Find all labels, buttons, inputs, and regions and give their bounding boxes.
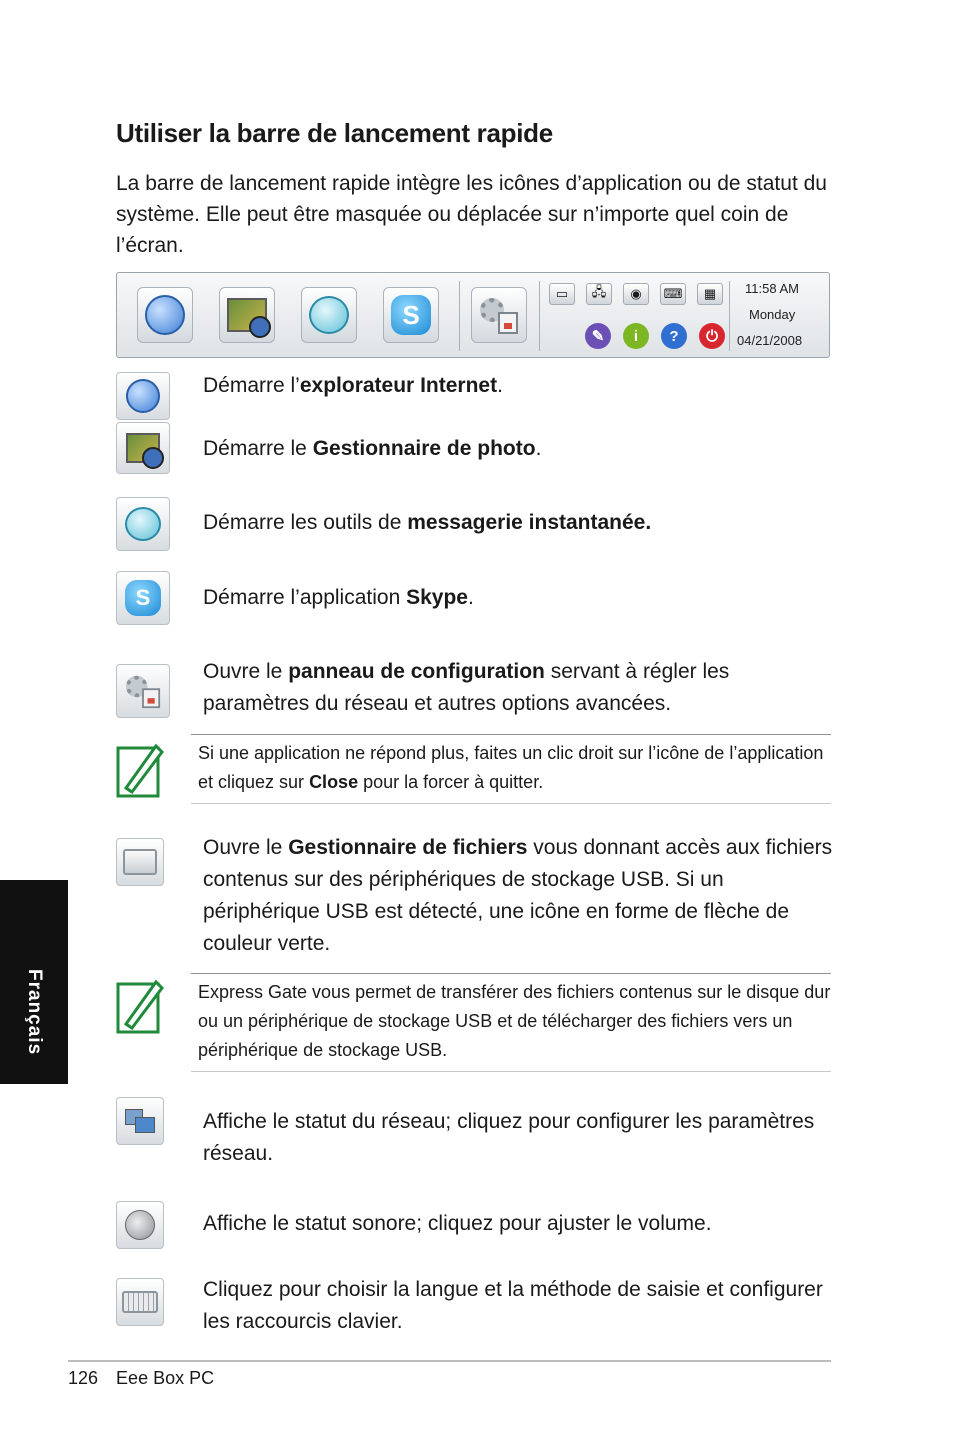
photo-manager-icon	[116, 422, 170, 474]
product-name: Eee Box PC	[116, 1368, 215, 1388]
item-description: Ouvre le Gestionnaire de fichiers vous donnant accès aux fichiers contenus sur des périphériques de stockage USB. Si un périphérique USB est détecté, une icône en forme de flèche de couleur verte.	[203, 836, 833, 955]
item-description: Démarre l’explorateur Internet.	[203, 374, 503, 397]
messenger-icon	[116, 497, 170, 551]
divider	[539, 281, 540, 351]
clock-time: 11:58 AM	[745, 281, 799, 296]
item-description: Démarre le Gestionnaire de photo.	[203, 437, 542, 460]
language-label: Français	[24, 969, 45, 1056]
volume-icon	[116, 1201, 164, 1249]
note-box	[191, 973, 831, 1072]
note-icon	[116, 976, 164, 1034]
clock-day: Monday	[749, 307, 796, 322]
messenger-icon[interactable]	[301, 287, 357, 343]
file-manager-icon	[116, 838, 164, 886]
item-description: Affiche le statut sonore; cliquez pour ajuster le volume.	[203, 1212, 712, 1235]
control-panel-icon	[116, 664, 170, 718]
tools-icon[interactable]: ✎	[585, 323, 611, 349]
note-box	[191, 734, 831, 804]
note-text: Express Gate vous permet de transférer des fichiers contenus sur le disque dur ou un périphérique de stockage USB et de télécharger des fichiers vers un périphérique de stockage USB.	[198, 982, 831, 1060]
drive-icon[interactable]: ▭	[549, 283, 575, 305]
skype-icon: S	[116, 571, 170, 625]
keyboard-icon	[116, 1278, 164, 1326]
footer-rule	[68, 1360, 831, 1362]
language-side-tab	[0, 880, 68, 1084]
clock	[729, 273, 829, 357]
speaker-icon[interactable]: ◉	[623, 283, 649, 305]
skype-icon[interactable]: S	[383, 287, 439, 343]
desktop-icon[interactable]: ▦	[697, 283, 723, 305]
page-number: 126	[68, 1368, 99, 1388]
network-status-icon	[116, 1097, 164, 1145]
internet-explorer-icon[interactable]	[137, 287, 193, 343]
item-description: Cliquez pour choisir la langue et la méthode de saisie et configurer les raccourcis clavier.	[203, 1278, 823, 1333]
power-icon[interactable]: ⏻	[699, 323, 725, 349]
clock-date: 04/21/2008	[737, 333, 803, 348]
network-icon[interactable]: 🖧	[586, 283, 612, 305]
divider	[459, 281, 460, 351]
page-title: Utiliser la barre de lancement rapide	[116, 118, 553, 148]
keyboard-icon[interactable]: ⌨	[660, 283, 686, 305]
note-icon	[116, 740, 164, 798]
internet-explorer-icon	[116, 372, 170, 420]
photo-manager-icon[interactable]	[219, 287, 275, 343]
item-description: Démarre l’application Skype.	[203, 586, 474, 609]
item-description: Affiche le statut du réseau; cliquez pour configurer les paramètres réseau.	[203, 1110, 815, 1165]
help-icon[interactable]: ?	[661, 323, 687, 349]
item-description: Ouvre le panneau de configuration servant à régler les paramètres du réseau et autres options avancées.	[203, 660, 730, 715]
control-panel-icon[interactable]	[471, 287, 527, 343]
item-description: Démarre les outils de messagerie instantanée.	[203, 511, 652, 534]
intro-paragraph: La barre de lancement rapide intègre les icônes d’application ou de statut du système. Elle peut être masquée ou déplacée sur n’importe quel coin de l’écran.	[116, 172, 827, 257]
footer	[68, 1368, 232, 1389]
launch-bar	[116, 272, 830, 358]
note-text: Si une application ne répond plus, faites un clic droit sur l’icône de l’application et cliquez sur Close pour la forcer à quitter.	[198, 743, 824, 792]
info-icon[interactable]: i	[623, 323, 649, 349]
